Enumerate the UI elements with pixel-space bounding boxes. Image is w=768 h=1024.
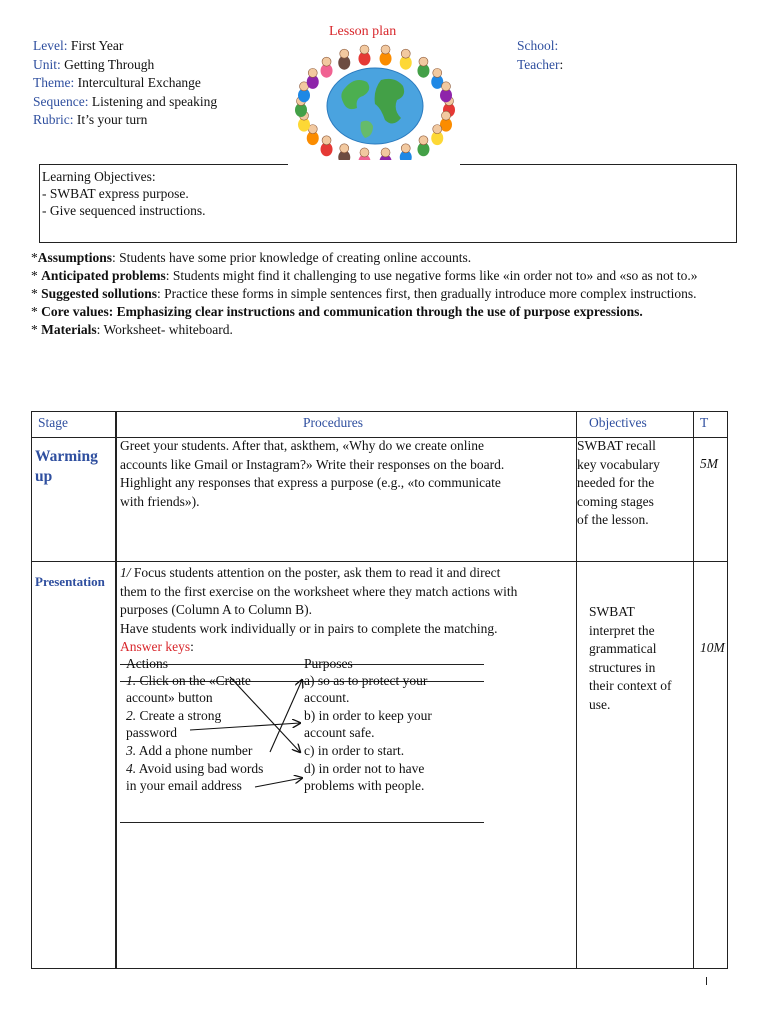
meta-teacher: [517, 56, 563, 75]
meta-sequence: [33, 93, 217, 112]
action-text: Create a strong: [136, 708, 222, 723]
stage-warming-line: Warming: [35, 448, 98, 465]
child-head: [360, 148, 369, 157]
school-label: School:: [517, 38, 559, 53]
purpose-a: a) so as to protect your: [304, 673, 428, 688]
meta-rubric: [33, 111, 217, 130]
objective-line: use.: [589, 696, 611, 712]
table-border-bottom: [31, 968, 728, 969]
objective-line: their context of: [589, 678, 672, 693]
child-head: [401, 49, 410, 58]
procedure-line: accounts like Gmail or Instagram?» Write their responses on the board.: [120, 456, 505, 472]
child-head: [381, 148, 390, 157]
objective-line: of the lesson.: [577, 512, 649, 527]
note-problems: * Anticipated problems: Students might find it challenging to use negative forms like «in order not to» and «so as not to.»: [31, 268, 698, 283]
objective-item: - SWBAT express purpose.: [42, 186, 189, 201]
child-head: [340, 144, 349, 153]
purpose-d: d) in order not to have: [304, 761, 425, 776]
child-head: [442, 82, 451, 91]
meta-unit: [33, 56, 217, 75]
unit-label: Unit:: [33, 56, 61, 72]
stage-presentation: Presentation: [35, 574, 105, 589]
objectives-title: Learning Objectives:: [42, 169, 156, 184]
presentation-objectives: [589, 603, 671, 714]
header-objectives: Objectives: [589, 415, 647, 430]
child-head: [419, 136, 428, 145]
presentation-time: 10M: [700, 640, 725, 655]
matching-arrows: [120, 655, 484, 825]
child-head: [340, 49, 349, 58]
procedure-line: purposes (Column A to Column B).: [120, 602, 313, 617]
header-stage: Stage: [38, 415, 68, 430]
note-values: * Core values: Emphasizing clear instructions and communication through the use of purpose expressions.: [31, 304, 643, 319]
child-head: [401, 144, 410, 153]
stage-warming-up: [35, 447, 98, 487]
action-number: 3.: [126, 743, 137, 758]
matching-exercise: [120, 655, 484, 825]
unit-value: Getting Through: [60, 56, 155, 72]
lesson-meta-right: [517, 37, 563, 74]
answer-keys-text: Answer keys: [120, 639, 191, 654]
globe-children-illustration: [283, 44, 467, 166]
arrow-2-to-b: [190, 723, 300, 730]
action-number: 1.: [126, 673, 137, 688]
action-text: Avoid using bad words: [136, 761, 264, 776]
answer-keys-colon: :: [190, 639, 194, 654]
action-text: password: [126, 725, 177, 740]
purpose-text: problems with people.: [304, 778, 425, 793]
box-border-gap: [288, 160, 460, 168]
warming-objectives: [577, 437, 660, 530]
arrow-3-to-a: [270, 680, 302, 752]
action-text: account» button: [126, 690, 213, 705]
procedure-line: Have students work individually or in pairs to complete the matching.: [120, 620, 498, 636]
child-head: [308, 68, 317, 77]
header-procedures: Procedures: [303, 415, 363, 430]
lesson-notes: [31, 249, 731, 339]
globe-icon: [283, 44, 467, 166]
note-assumptions: *Assumptions: Students have some prior knowledge of creating online accounts.: [31, 250, 472, 265]
table-border-left: [31, 411, 32, 969]
note-materials: * Materials: Worksheet- whiteboard.: [31, 322, 233, 337]
child-head: [322, 136, 331, 145]
rubric-value: It’s your turn: [73, 112, 148, 127]
table-border-right: [727, 411, 728, 969]
child-head: [360, 45, 369, 54]
action-number: 4.: [126, 761, 137, 776]
procedure-line: Highlight any responses that express a purpose (e.g., «to communicate: [120, 475, 501, 490]
column-purposes: Purposes: [304, 656, 353, 671]
child-head: [322, 57, 331, 66]
meta-theme: [33, 74, 217, 93]
child-head: [433, 125, 442, 134]
child-head: [419, 57, 428, 66]
action-text: in your email address: [126, 778, 242, 793]
values-text: : Emphasizing clear instructions and communication through the use of purpose expressions.: [108, 304, 643, 319]
table-col-divider: [693, 411, 694, 969]
page-mark: [706, 977, 707, 985]
warming-procedures: [120, 437, 504, 511]
teacher-label: Teacher: [517, 56, 560, 72]
theme-label: Theme:: [33, 75, 75, 90]
rubric-label: Rubric:: [33, 112, 74, 127]
objective-line: SWBAT recall: [577, 438, 656, 453]
procedure-line: Greet your students. After that, askthem, «Why do we create online: [120, 438, 485, 453]
sequence-label: Sequence:: [33, 93, 89, 109]
action-text: Click on the «Create: [136, 673, 251, 688]
materials-text: : Worksheet- whiteboard.: [96, 322, 233, 337]
objective-line: SWBAT: [589, 604, 635, 619]
level-label: Level:: [33, 38, 68, 53]
arrow-1-to-c: [230, 677, 300, 752]
procedure-text: Focus students attention on the poster, ask them to read it and direct: [130, 565, 501, 580]
column-actions: Actions: [126, 656, 168, 671]
solutions-text: : Practice these forms in simple sentences first, then gradually introduce more complex instructions.: [157, 286, 697, 301]
assumptions-text: : Students have some prior knowledge of creating online accounts.: [112, 250, 472, 265]
lesson-table: [31, 411, 728, 969]
learning-objectives-box: [39, 164, 737, 243]
objective-item: - Give sequenced instructions.: [42, 203, 206, 218]
child-head: [442, 111, 451, 120]
header-time: T: [700, 415, 709, 430]
objective-line: grammatical: [589, 641, 657, 656]
procedure-line: with friends»).: [120, 493, 200, 509]
page-title: Lesson plan: [329, 24, 397, 39]
answer-keys-label: [120, 638, 517, 657]
action-text: Add a phone number: [136, 743, 253, 758]
objective-line: interpret the: [589, 622, 655, 638]
purpose-text: account.: [304, 690, 350, 705]
objective-line: coming stages: [577, 493, 654, 509]
purpose-text: account safe.: [304, 725, 375, 740]
arrow-4-to-d: [255, 778, 302, 787]
values-label: Core values: [41, 304, 109, 319]
child-head: [381, 45, 390, 54]
lesson-meta: [33, 37, 217, 130]
table-col-divider: [115, 411, 117, 969]
presentation-procedures: [120, 564, 517, 657]
solutions-label: Suggested sollutions: [41, 286, 158, 301]
table-row-divider: [31, 561, 728, 562]
materials-label: Materials: [41, 322, 97, 337]
problems-text: : Students might find it challenging to use negative forms like «in order not to» and «so as not to.»: [165, 268, 698, 283]
procedure-line: [120, 564, 517, 583]
action-number: 2.: [126, 708, 137, 723]
purpose-b: b) in order to keep your: [304, 708, 432, 723]
level-value: First Year: [67, 38, 124, 53]
note-solutions: * Suggested sollutions: Practice these forms in simple sentences first, then gradually introduce more complex instructions.: [31, 286, 697, 301]
sequence-value: Listening and speaking: [88, 93, 218, 109]
teacher-colon: :: [559, 56, 564, 72]
meta-level: [33, 37, 217, 56]
objective-line: needed for the: [577, 475, 655, 490]
purpose-c: c) in order to start.: [304, 743, 405, 758]
procedure-line: them to the first exercise on the worksheet where they match actions with: [120, 583, 518, 599]
warming-time: 5M: [700, 456, 718, 471]
stage-warming-line: up: [35, 468, 53, 485]
step-number: 1/: [120, 565, 131, 580]
assumptions-label: Assumptions: [37, 250, 113, 265]
theme-value: Intercultural Exchange: [74, 75, 201, 90]
child-head: [433, 68, 442, 77]
table-border-top: [31, 411, 728, 412]
objective-line: structures in: [589, 659, 656, 675]
objective-line: key vocabulary: [577, 456, 660, 472]
problems-label: Anticipated problems: [41, 268, 166, 283]
